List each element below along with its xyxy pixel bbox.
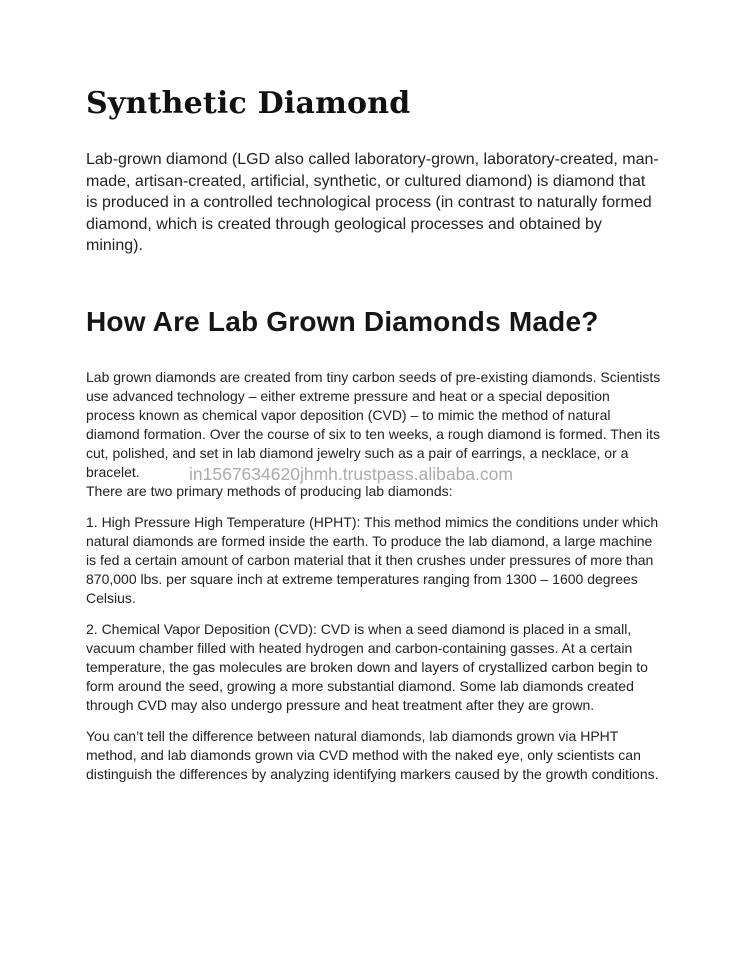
- intro-paragraph: Lab-grown diamond (LGD also called laboratory-grown, laboratory-created, man-made, artisan-created, artificial, synthetic, or cultured diamond) is diamond that is produced in a controlled technological process (in contrast to naturally formed diamond, which is created through geological processes and obtained by mining).: [86, 151, 659, 254]
- paragraph-difference: You can’t tell the difference between natural diamonds, lab diamonds grown via HPHT method, and lab diamonds grown via CVD method with the naked eye, only scientists can distinguish the differences by analyzing identifying markers caused by the growth conditions.: [86, 727, 659, 782]
- paragraph-hpht-method: 1. High Pressure High Temperature (HPHT): This method mimics the conditions under which natural diamonds are formed inside the earth. To produce the lab diamond, a large machine is fed a certain amount of carbon material that it then crushes under pressures of more than 870,000 lbs. per square inch at extreme temperatures ranging from 1300 – 1600 degrees Celsius.: [86, 513, 659, 606]
- watermark-text: in1567634620jhmh.trustpass.alibaba.com: [189, 464, 513, 484]
- paragraph-lab-grown-process: Lab grown diamonds are created from tiny carbon seeds of pre-existing diamonds. Scientists use advanced technology – either extreme pressure and heat or a special deposition process known as chemical vapor deposition (CVD) – to mimic the method of natural diamond formation. Over the course of six to ten weeks, a rough diamond is formed. Then its cut, polished, and set in lab diamond jewelry such as a pair of earrings, a necklace, or a bracelet.: [86, 368, 661, 480]
- section-heading: How Are Lab Grown Diamonds Made?: [86, 305, 599, 337]
- paragraph-two-methods: There are two primary methods of producing lab diamonds:: [86, 482, 453, 499]
- paragraph-cvd-method: 2. Chemical Vapor Deposition (CVD): CVD is when a seed diamond is placed in a small, vacuum chamber filled with heated hydrogen and carbon-containing gasses. At a certain temperature, the gas molecules are broken down and layers of crystallized carbon begin to form around the seed, growing a more substantial diamond. Some lab diamonds created through CVD may also undergo pressure and heat treatment after they are grown.: [86, 620, 648, 713]
- document-title: Synthetic Diamond: [86, 86, 411, 121]
